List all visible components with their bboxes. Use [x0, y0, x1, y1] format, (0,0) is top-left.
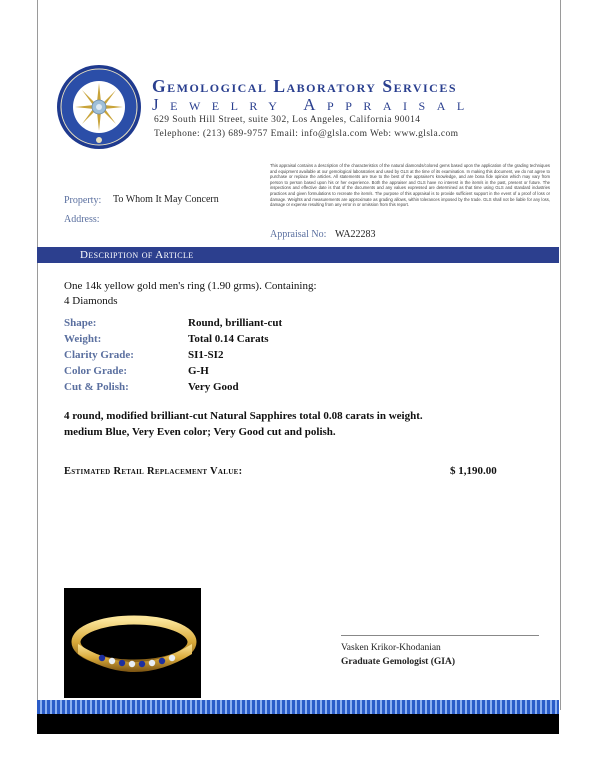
valuation-amount: $ 1,190.00 — [450, 465, 497, 477]
appraisal-number-label: Appraisal No: — [270, 229, 327, 240]
valuation-label: Estimated Retail Replacement Value: — [64, 466, 243, 477]
intro-line-2: 4 Diamonds — [64, 295, 118, 307]
section-title: Description of Article — [80, 249, 194, 261]
spec-value: Very Good — [188, 381, 239, 393]
spec-label: Color Grade: — [64, 365, 128, 377]
spec-value: Round, brilliant-cut — [188, 317, 283, 329]
description-line-1: 4 round, modified brilliant-cut Natural Sapphires total 0.08 carats in weight. — [64, 410, 423, 422]
spec-label: Cut & Polish: — [64, 381, 129, 393]
signatory-name: Vasken Krikor-Khodanian — [341, 643, 441, 653]
spec-value: Total 0.14 Carats — [188, 333, 269, 345]
article-intro — [64, 279, 317, 309]
spec-value: SI1-SI2 — [188, 349, 224, 361]
spec-label: Weight: — [64, 333, 102, 345]
property-label: Property: — [64, 195, 102, 206]
document-subtitle: Jewelry Appraisal — [152, 95, 476, 114]
address-label: Address: — [64, 214, 100, 225]
spec-value: G-H — [188, 365, 209, 377]
signature-line — [341, 635, 539, 636]
company-contact: Telephone: (213) 689-9757 Email: info@glsla.com Web: www.glsla.com — [154, 129, 459, 139]
spec-label: Shape: — [64, 317, 97, 329]
company-address: 629 South Hill Street, suite 302, Los Angeles, California 90014 — [154, 115, 421, 125]
disclaimer-text: This appraisal contains a description of the characteristics of the natural diamonds/colored gems based upon the application of the grading techniques and equipment available at our gemological laboratories and used by GLS at the time of its examination. In making this document, we do not agree to purchase or replace the articles. All statements are true to the best of the appraiser's knowledge, and are bona fide opinion which may vary from person to person based upon his or her experience. Both the appraiser and GLS have no interest in the item/s in the past, present or future. The inspections and effective date is that of the documents and any values expressed are determined as that time using GLS and standard industries practices and given formulations to recreate the item/s. The purpose of this appraisal is to provide sufficient support in the event of a proof of loss or damage. Weights and measurements are approximate as grading allows, within tolerances imposed by the trade. GLS shall not be liable for any loss, damage or expense resulting from any error in or omission from this report. — [270, 163, 550, 208]
sapphire-description — [64, 408, 423, 440]
intro-line-1: One 14k yellow gold men's ring (1.90 grms). Containing: — [64, 280, 317, 292]
ring-photo — [64, 588, 201, 698]
spec-label: Clarity Grade: — [64, 349, 134, 361]
description-line-2: medium Blue, Very Even color; Very Good cut and polish. — [64, 426, 336, 438]
property-value: To Whom It May Concern — [113, 194, 219, 205]
company-name: Gemological Laboratory Services — [152, 76, 458, 96]
signatory-title: Graduate Gemologist (GIA) — [341, 657, 455, 667]
appraisal-number-value: WA22283 — [335, 229, 376, 240]
decorative-stripe — [37, 700, 559, 714]
laboratory-seal-icon — [56, 64, 142, 150]
footer-band — [37, 714, 559, 734]
